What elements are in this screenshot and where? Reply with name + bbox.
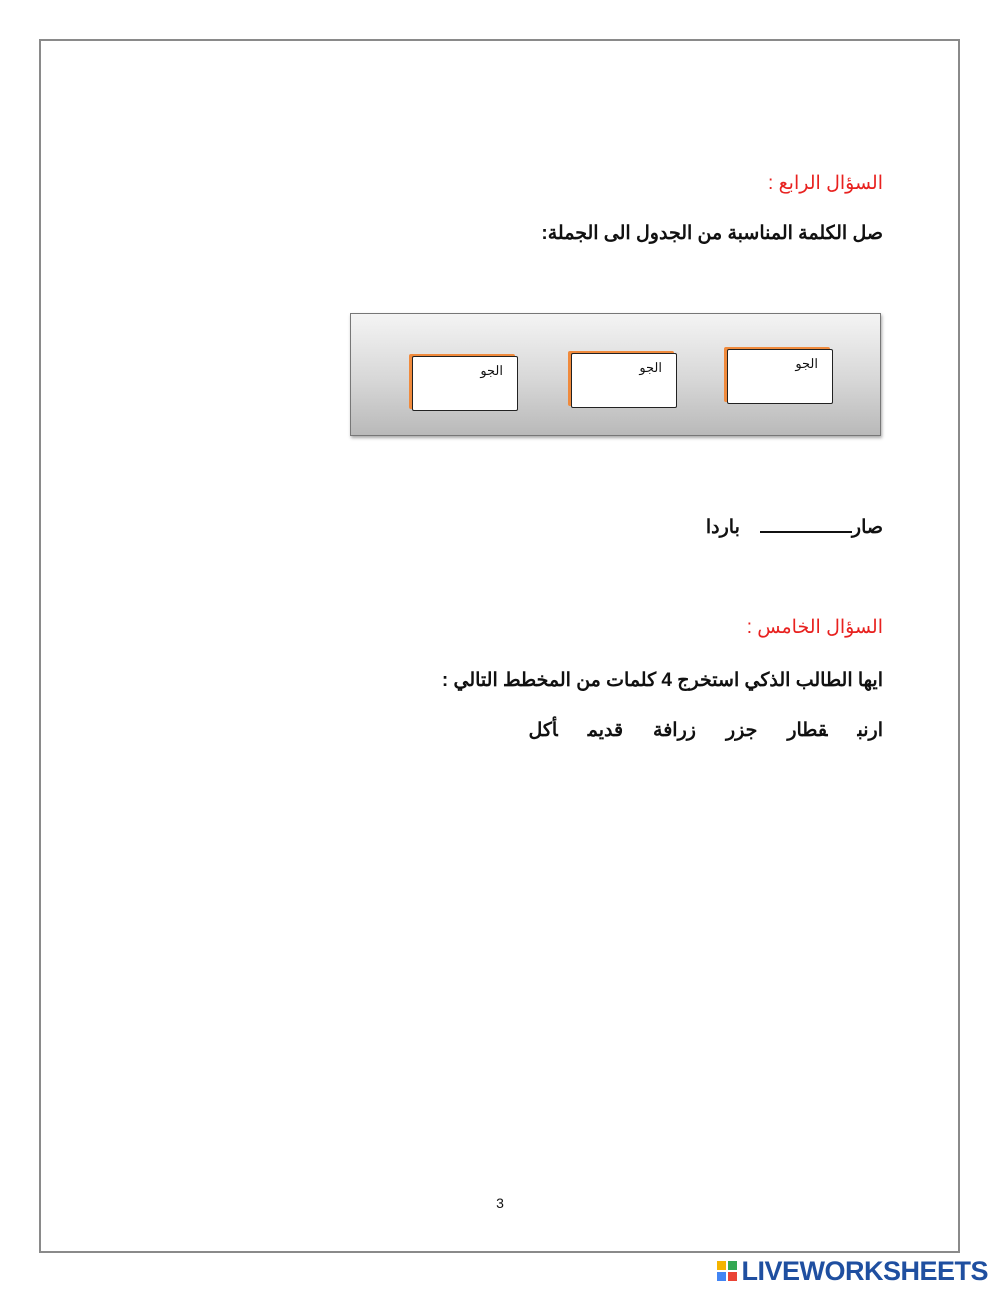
sentence-end: باردا	[705, 517, 740, 538]
word-box-1[interactable]: الجو	[727, 349, 833, 404]
fill-in-sentence	[706, 513, 883, 539]
brand-name: LIVEWORKSHEETS	[741, 1255, 988, 1286]
word-list	[528, 719, 883, 742]
word-item[interactable]: قطار	[787, 720, 828, 741]
answer-blank[interactable]	[760, 513, 852, 533]
word-item[interactable]: زرافة	[653, 720, 696, 741]
question-5-instruction: ايها الطالب الذكي استخرج 4 كلمات من المخطط التالي :	[441, 670, 883, 691]
word-bank-panel	[350, 313, 881, 436]
liveworksheets-logo	[717, 1256, 988, 1286]
liveworksheets-logo-icon	[717, 1261, 737, 1281]
sentence-start: صار	[851, 517, 883, 538]
word-box-2[interactable]: الجو	[571, 353, 677, 408]
word-item[interactable]: أكل	[528, 720, 558, 741]
word-item[interactable]: جزر	[725, 720, 758, 741]
page-number: 3	[496, 1195, 504, 1211]
word-item[interactable]: قديم	[587, 720, 624, 741]
question-4-instruction: صل الكلمة المناسبة من الجدول الى الجملة:	[541, 223, 883, 244]
word-item[interactable]: ارنب	[857, 720, 883, 741]
word-box-3[interactable]: الجو	[412, 356, 518, 411]
question-5-title: السؤال الخامس :	[746, 617, 883, 638]
question-4-title: السؤال الرابع :	[768, 173, 883, 194]
